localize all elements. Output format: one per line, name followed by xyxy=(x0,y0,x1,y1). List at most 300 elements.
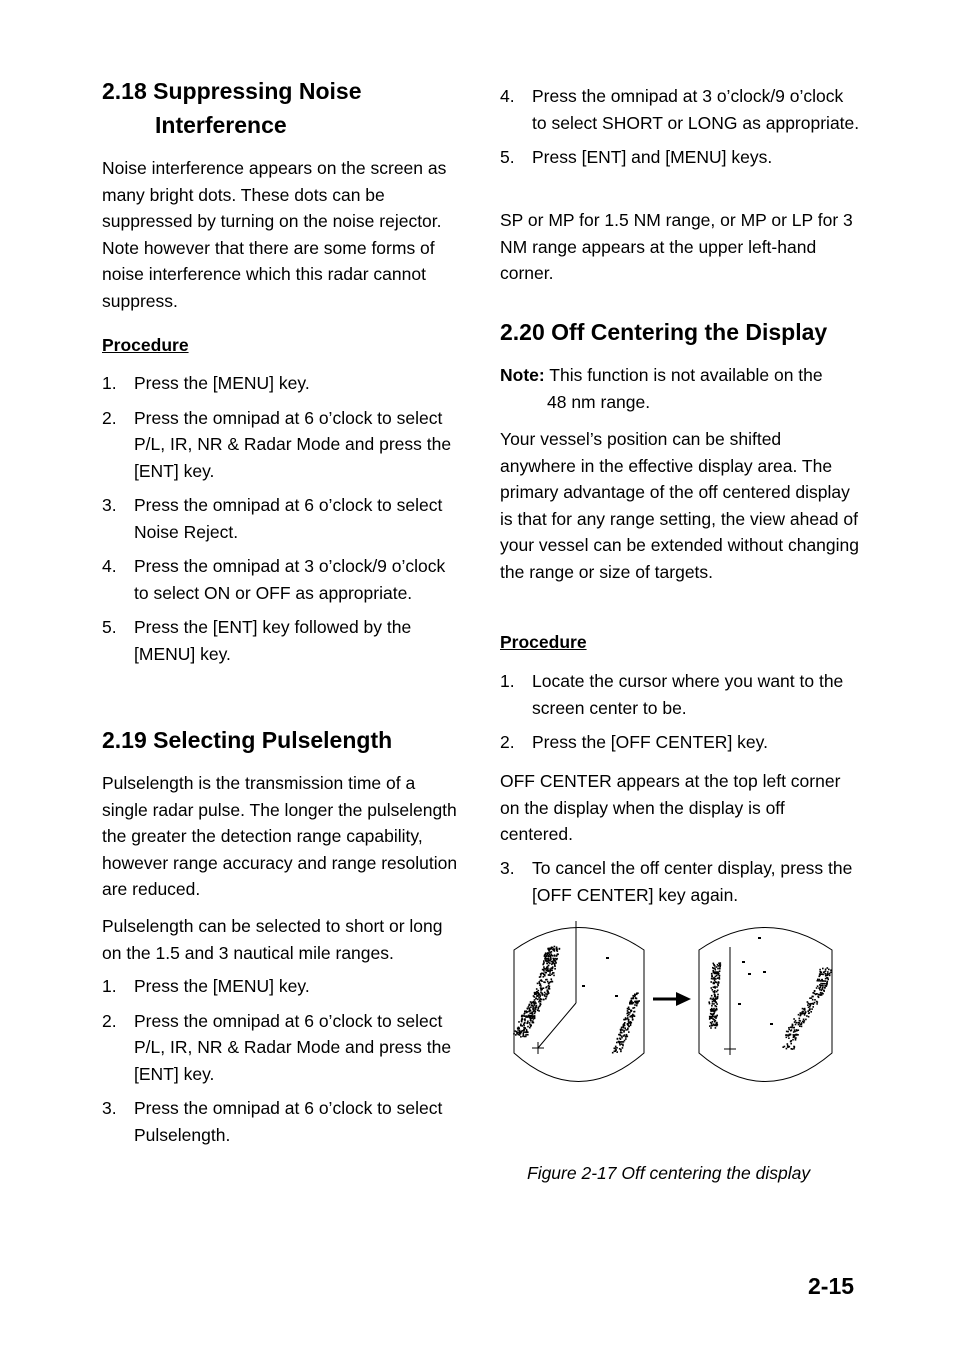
echo-dot xyxy=(632,1007,634,1009)
echo-dot xyxy=(634,1015,636,1017)
echo-dot xyxy=(620,1029,622,1031)
echo-dot xyxy=(521,1020,523,1022)
echo-dot xyxy=(519,1029,521,1031)
echo-dot xyxy=(787,1034,789,1036)
echo-dot xyxy=(543,966,545,968)
echo-dot xyxy=(627,1023,629,1025)
pulselength-steps-continued xyxy=(500,83,860,171)
echo-dot xyxy=(809,1009,811,1011)
echo-dot xyxy=(711,1017,713,1019)
echo-dot xyxy=(822,983,824,985)
echo-dot xyxy=(536,988,538,990)
step-number: 1. xyxy=(102,976,117,996)
echo-dot xyxy=(538,990,540,992)
echo-dot xyxy=(518,1021,520,1023)
step-text: Locate the cursor where you want to the screen center to be. xyxy=(532,671,844,718)
echo-dot xyxy=(819,984,821,986)
echo-dot xyxy=(709,1025,711,1027)
echo-dot xyxy=(805,1011,807,1013)
echo-dot xyxy=(548,958,550,960)
echo-dot xyxy=(624,1022,626,1024)
echo-dot xyxy=(712,1021,714,1023)
step-number: 2. xyxy=(500,732,515,752)
echo-dot xyxy=(533,1011,535,1013)
echo-dot xyxy=(541,979,543,981)
echo-dot xyxy=(817,1001,819,1003)
echo-dot xyxy=(821,973,823,975)
target-blip xyxy=(606,957,609,959)
procedure-label: Procedure xyxy=(102,335,189,355)
echo-dot xyxy=(822,968,824,970)
echo-dot xyxy=(791,1029,793,1031)
echo-dot xyxy=(625,1036,627,1038)
echo-dot xyxy=(810,1003,812,1005)
echo-dot xyxy=(551,980,553,982)
echo-dot xyxy=(551,964,553,966)
echo-dot xyxy=(549,954,551,956)
echo-dot xyxy=(712,970,714,972)
echo-dot xyxy=(549,970,551,972)
echo-dot xyxy=(632,1017,634,1019)
echo-dot xyxy=(782,1046,784,1048)
echo-dot xyxy=(542,994,544,996)
echo-dot xyxy=(795,1037,797,1039)
echo-dot xyxy=(817,996,819,998)
list-item xyxy=(500,83,860,136)
echo-dot xyxy=(800,1024,802,1026)
echo-dot xyxy=(538,1008,540,1010)
echo-dot xyxy=(524,1012,526,1014)
echo-dot xyxy=(628,1019,630,1021)
echo-dot xyxy=(786,1037,788,1039)
echo-dot xyxy=(718,982,720,984)
echo-dot xyxy=(624,1034,626,1036)
echo-dot xyxy=(549,982,551,984)
echo-dot xyxy=(540,998,542,1000)
echo-dot xyxy=(634,1011,636,1013)
echo-dot xyxy=(712,1009,714,1011)
echo-dot xyxy=(812,999,814,1001)
echo-dot xyxy=(553,958,555,960)
echo-dot xyxy=(623,1030,625,1032)
echo-dot xyxy=(544,958,546,960)
echo-dot xyxy=(708,1001,710,1003)
echo-dot xyxy=(548,949,550,951)
echo-dot xyxy=(634,1001,636,1003)
step-number: 3. xyxy=(102,495,117,515)
echo-dot xyxy=(719,964,721,966)
echo-dot xyxy=(825,983,827,985)
echo-dot xyxy=(715,981,717,983)
echo-dot xyxy=(712,989,714,991)
echo-dot xyxy=(628,1014,630,1016)
echo-dot xyxy=(803,1012,805,1014)
echo-dot xyxy=(825,969,827,971)
step-text: Press the omnipad at 6 o’clock to select P/L, IR, NR & Radar Mode and press the [ENT] key. xyxy=(134,407,452,481)
echo-dot xyxy=(534,1004,536,1006)
echo-dot xyxy=(623,1027,625,1029)
step-number: 3. xyxy=(500,858,515,878)
echo-cluster-left xyxy=(708,937,773,1029)
echo-dot xyxy=(714,967,716,969)
echo-dot xyxy=(538,1001,540,1003)
echo-dot xyxy=(719,968,721,970)
echo-dot xyxy=(551,974,553,976)
echo-dot xyxy=(634,995,636,997)
note-text: This function is not available on the xyxy=(549,365,823,385)
echo-dot xyxy=(802,1021,804,1023)
echo-dot xyxy=(625,1029,627,1031)
echo-dot xyxy=(716,1009,718,1011)
echo-dot xyxy=(553,972,555,974)
echo-dot xyxy=(540,974,542,976)
echo-dot xyxy=(809,997,811,999)
echo-dot xyxy=(547,991,549,993)
echo-dot xyxy=(541,993,543,995)
echo-dot xyxy=(716,986,718,988)
echo-dot xyxy=(792,1039,794,1041)
list-item xyxy=(102,370,462,397)
step-number: 2. xyxy=(102,1010,117,1031)
echo-dot xyxy=(787,1045,789,1047)
echo-dot xyxy=(544,992,546,994)
echo-dot xyxy=(812,996,814,998)
echo-dot xyxy=(533,1022,535,1024)
echo-dot xyxy=(793,1018,795,1020)
echo-dot xyxy=(713,972,715,974)
echo-dot xyxy=(787,1031,789,1033)
echo-dot xyxy=(714,994,716,996)
echo-dot xyxy=(555,961,557,963)
echo-dot xyxy=(637,1002,639,1004)
echo-dot xyxy=(538,1010,540,1012)
echo-dot xyxy=(830,969,832,971)
echo-dot xyxy=(546,967,548,969)
procedure-label: Procedure xyxy=(500,632,587,652)
echo-dot xyxy=(626,1013,628,1015)
echo-dot xyxy=(530,1001,532,1003)
echo-dot xyxy=(543,987,545,989)
echo-dot xyxy=(825,975,827,977)
echo-dot xyxy=(612,1052,614,1054)
echo-dot xyxy=(527,1008,529,1010)
echo-dot xyxy=(714,991,716,993)
echo-dot xyxy=(545,979,547,981)
echo-dot xyxy=(629,1012,631,1014)
echo-dot xyxy=(812,1006,814,1008)
echo-dot xyxy=(615,1050,617,1052)
list-item xyxy=(102,973,462,1000)
echo-dot xyxy=(550,958,552,960)
step-text: Press the [MENU] key. xyxy=(134,373,310,393)
list-item xyxy=(102,492,462,545)
echo-dot xyxy=(534,992,536,994)
echo-dot xyxy=(821,990,823,992)
echo-dot xyxy=(811,1008,813,1010)
echo-dot xyxy=(622,1047,624,1049)
echo-dot xyxy=(794,1029,796,1031)
echo-dot xyxy=(545,956,547,958)
step-text: Press the omnipad at 6 o’clock to select Pulselength. xyxy=(134,1098,443,1145)
echo-dot xyxy=(711,1005,713,1007)
echo-dot xyxy=(788,1037,790,1039)
echo-dot xyxy=(809,1006,811,1008)
echo-dot xyxy=(720,962,722,964)
echo-dot xyxy=(631,1001,633,1003)
echo-dot xyxy=(521,1025,523,1027)
echo-dot xyxy=(796,1022,798,1024)
step-text: Press [ENT] and [MENU] keys. xyxy=(532,147,773,167)
echo-dot xyxy=(543,999,545,1001)
echo-dot xyxy=(819,989,821,991)
echo-dot xyxy=(821,980,823,982)
echo-dot xyxy=(717,964,719,966)
echo-dot xyxy=(719,978,721,980)
echo-dot xyxy=(546,994,548,996)
echo-dot xyxy=(820,992,822,994)
note-text-continued: 48 nm range. xyxy=(547,391,651,412)
target-blip xyxy=(763,971,766,973)
echo-dot xyxy=(788,1029,790,1031)
echo-dot xyxy=(818,976,820,978)
echo-dot xyxy=(531,1017,533,1019)
echo-dot xyxy=(711,1023,713,1025)
echo-dot xyxy=(713,964,715,966)
echo-dot xyxy=(795,1024,797,1026)
echo-dot xyxy=(527,1022,529,1024)
echo-dot xyxy=(717,996,719,998)
echo-dot xyxy=(548,950,550,952)
echo-dot xyxy=(786,1048,788,1050)
echo-dot xyxy=(631,1010,633,1012)
step-number: 1. xyxy=(102,373,117,393)
echo-dot xyxy=(620,1051,622,1053)
echo-dot xyxy=(822,987,824,989)
echo-dot xyxy=(557,953,559,955)
echo-dot xyxy=(531,1005,533,1007)
echo-dot xyxy=(621,1035,623,1037)
echo-dot xyxy=(627,1029,629,1031)
echo-dot xyxy=(621,1043,623,1045)
echo-dot xyxy=(790,1043,792,1045)
echo-dot xyxy=(549,972,551,974)
step-number: 3. xyxy=(102,1098,117,1118)
arrow-icon xyxy=(653,992,691,1006)
echo-dot xyxy=(530,1015,532,1017)
step-text: Press the [MENU] key. xyxy=(134,976,310,996)
echo-dot xyxy=(805,1019,807,1021)
echo-dot xyxy=(636,993,638,995)
echo-dot xyxy=(786,1031,788,1033)
echo-cluster-right xyxy=(612,992,640,1053)
echo-dot xyxy=(710,981,712,983)
echo-dot xyxy=(539,1006,541,1008)
echo-dot xyxy=(623,1023,625,1025)
step-number: 4. xyxy=(102,556,117,576)
echo-dot xyxy=(713,986,715,988)
echo-dot xyxy=(556,947,558,949)
echo-dot xyxy=(630,1025,632,1027)
echo-dot xyxy=(793,1031,795,1033)
echo-dot xyxy=(808,1003,810,1005)
noise-steps-list xyxy=(102,370,462,667)
echo-dot xyxy=(628,1008,630,1010)
step-number: 2. xyxy=(102,407,117,428)
echo-dot xyxy=(625,1017,627,1019)
echo-dot xyxy=(534,999,536,1001)
echo-dot xyxy=(827,971,829,973)
target-blip xyxy=(615,995,618,997)
echo-dot xyxy=(823,990,825,992)
echo-dot xyxy=(555,958,557,960)
heading-line-1: 2.18 Suppressing Noise xyxy=(102,78,362,104)
echo-dot xyxy=(618,1034,620,1036)
echo-dot xyxy=(811,997,813,999)
echo-dot xyxy=(621,1032,623,1034)
echo-dot xyxy=(715,1017,717,1019)
echo-dot xyxy=(523,1033,525,1035)
echo-dot xyxy=(544,974,546,976)
echo-dot xyxy=(814,990,816,992)
echo-dot xyxy=(716,991,718,993)
echo-dot xyxy=(538,992,540,994)
step-text: Press the omnipad at 6 o’clock to select P/L, IR, NR & Radar Mode and press the [ENT] key. xyxy=(134,1010,452,1084)
echo-dot xyxy=(549,988,551,990)
echo-dot xyxy=(553,975,555,977)
echo-dot xyxy=(827,979,829,981)
echo-dot xyxy=(632,1019,634,1021)
echo-dot xyxy=(544,982,546,984)
echo-dot xyxy=(807,1001,809,1003)
radar-display-centered xyxy=(513,921,644,1082)
echo-dot xyxy=(527,1026,529,1028)
echo-dot xyxy=(711,975,713,977)
echo-dot xyxy=(547,981,549,983)
page-number: 2-15 xyxy=(808,1273,855,1299)
echo-dot xyxy=(829,975,831,977)
step-text: Press the [OFF CENTER] key. xyxy=(532,732,768,752)
echo-dot xyxy=(710,1009,712,1011)
echo-dot xyxy=(719,977,721,979)
echo-dot xyxy=(529,1012,531,1014)
echo-dot xyxy=(532,1013,534,1015)
echo-dot xyxy=(527,1034,529,1036)
echo-cluster-left xyxy=(513,946,618,1038)
pulselength-steps-list xyxy=(102,973,462,1148)
echo-dot xyxy=(543,970,545,972)
echo-dot xyxy=(531,1002,533,1004)
echo-dot xyxy=(545,972,547,974)
echo-dot xyxy=(524,1020,526,1022)
echo-dot xyxy=(529,1022,531,1024)
echo-dot xyxy=(791,1027,793,1029)
echo-dot xyxy=(513,1033,515,1035)
echo-dot xyxy=(546,990,548,992)
echo-dot xyxy=(619,1048,621,1050)
echo-dot xyxy=(533,1006,535,1008)
echo-dot xyxy=(624,1040,626,1042)
echo-dot xyxy=(631,1015,633,1017)
echo-dot xyxy=(716,1023,718,1025)
echo-dot xyxy=(713,982,715,984)
step-text: Press the omnipad at 3 o’clock/9 o’clock to select ON or OFF as appropriate. xyxy=(134,556,446,603)
echo-dot xyxy=(523,1029,525,1031)
echo-dot xyxy=(712,1014,714,1016)
echo-dot xyxy=(796,1034,798,1036)
echo-dot xyxy=(718,973,720,975)
radar-display-off-centered xyxy=(699,928,832,1082)
echo-dot xyxy=(616,1042,618,1044)
echo-dot xyxy=(540,983,542,985)
echo-dot xyxy=(791,1040,793,1042)
echo-dot xyxy=(535,1011,537,1013)
echo-dot xyxy=(821,985,823,987)
echo-dot xyxy=(545,960,547,962)
echo-dot xyxy=(827,974,829,976)
echo-dot xyxy=(530,1010,532,1012)
echo-dot xyxy=(816,1003,818,1005)
echo-dot xyxy=(552,961,554,963)
echo-dot xyxy=(819,994,821,996)
echo-dot xyxy=(539,999,541,1001)
heading-line-2: Interference xyxy=(155,112,287,138)
echo-dot xyxy=(819,979,821,981)
echo-dot xyxy=(636,1005,638,1007)
echo-dot xyxy=(711,987,713,989)
echo-dot xyxy=(715,1027,717,1029)
note-label: Note: xyxy=(500,365,545,385)
echo-dot xyxy=(812,992,814,994)
echo-dot xyxy=(535,998,537,1000)
echo-dot xyxy=(719,966,721,968)
echo-dot xyxy=(714,1001,716,1003)
echo-dot xyxy=(547,969,549,971)
echo-dot xyxy=(825,980,827,982)
echo-dot xyxy=(797,1022,799,1024)
echo-dot xyxy=(713,1003,715,1005)
echo-dot xyxy=(792,1025,794,1027)
echo-dot xyxy=(829,973,831,975)
echo-dot xyxy=(616,1051,618,1053)
off-center-steps-list xyxy=(500,668,860,756)
echo-dot xyxy=(709,1003,711,1005)
echo-dot xyxy=(554,966,556,968)
echo-dot xyxy=(823,980,825,982)
echo-dot xyxy=(711,973,713,975)
list-item xyxy=(500,855,860,908)
echo-dot xyxy=(714,987,716,989)
echo-dot xyxy=(546,986,548,988)
echo-dot xyxy=(816,993,818,995)
echo-dot xyxy=(631,1022,633,1024)
echo-dot xyxy=(715,969,717,971)
echo-dot xyxy=(632,1014,634,1016)
echo-dot xyxy=(537,983,539,985)
echo-dot xyxy=(549,963,551,965)
echo-dot xyxy=(535,1008,537,1010)
echo-dot xyxy=(525,1034,527,1036)
echo-dot xyxy=(634,994,636,996)
echo-dot xyxy=(710,1013,712,1015)
echo-dot xyxy=(787,1043,789,1045)
echo-dot xyxy=(545,968,547,970)
echo-dot xyxy=(552,955,554,957)
echo-dot xyxy=(543,976,545,978)
echo-dot xyxy=(799,1020,801,1022)
echo-dot xyxy=(711,978,713,980)
list-item xyxy=(102,614,462,667)
echo-dot xyxy=(819,971,821,973)
